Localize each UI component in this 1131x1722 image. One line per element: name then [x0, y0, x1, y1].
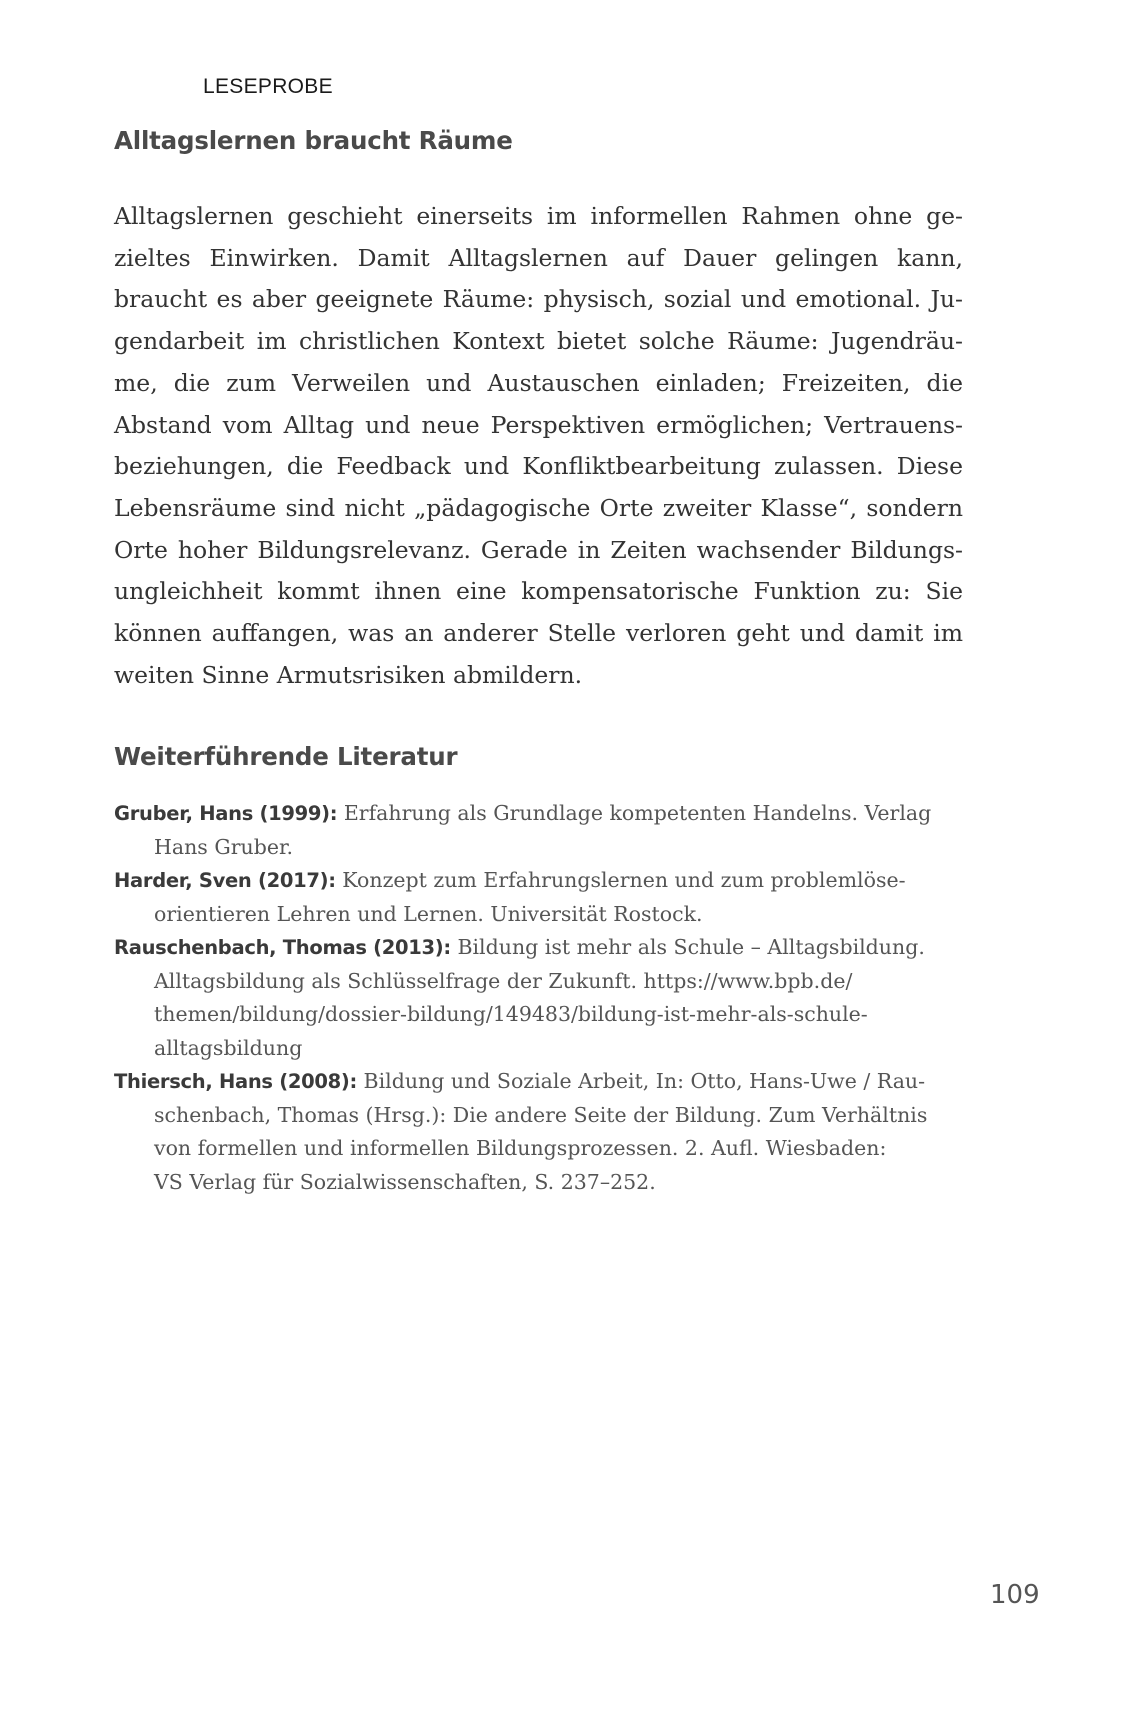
body-line: Abstand vom Alltag und neue Perspektiven ermöglichen; Vertrauens-: [114, 410, 963, 439]
body-line: können auffangen, was an anderer Stelle verloren geht und damit im: [114, 619, 963, 648]
reference-text: Erfahrung als Grundlage kompetenten Handelns. Verlag: [337, 801, 932, 825]
reference-continuation: schenbach, Thomas (Hrsg.): Die andere Seite der Bildung. Zum Verhältnis: [154, 1102, 928, 1127]
body-line: gendarbeit im christlichen Kontext bietet solche Räume: Jugendräu-: [114, 327, 963, 356]
body-line: Lebensräume sind nicht „pädagogische Orte zweiter Klasse“, sondern: [114, 493, 963, 522]
reference-entry: [114, 864, 974, 931]
reference-continuation: VS Verlag für Sozialwissenschaften, S. 237–252.: [154, 1169, 656, 1194]
reference-first-line: [114, 1065, 974, 1099]
page-number: 109: [990, 1580, 1040, 1610]
body-line: weiten Sinne Armutsrisiken abmildern.: [114, 660, 583, 689]
reference-entry: [114, 1065, 974, 1199]
reference-text: Konzept zum Erfahrungslernen und zum problemlöse-: [335, 868, 906, 892]
reference-continuation: orientieren Lehren und Lernen. Universität Rostock.: [154, 901, 703, 926]
reference-list: [114, 797, 974, 1199]
body-line: braucht es aber geeignete Räume: physisch, sozial und emotional. Ju-: [114, 285, 963, 314]
reference-text: Bildung ist mehr als Schule – Alltagsbildung.: [450, 935, 925, 959]
reference-entry: [114, 797, 974, 864]
reference-continuation: alltagsbildung: [154, 1035, 303, 1060]
reference-entry: [114, 931, 974, 1065]
reference-text: Bildung und Soziale Arbeit, In: Otto, Hans-Uwe / Rau-: [357, 1069, 926, 1093]
body-line: ungleichheit kommt ihnen eine kompensatorische Funktion zu: Sie: [114, 577, 963, 606]
reference-continuation: von formellen und informellen Bildungsprozessen. 2. Aufl. Wiesbaden:: [154, 1136, 887, 1160]
reference-author: Harder, Sven (2017):: [114, 869, 336, 892]
reference-continuation: themen/bildung/dossier-bildung/149483/bildung-ist-mehr-als-schule-: [154, 1002, 868, 1026]
reference-continuation: Alltagsbildung als Schlüsselfrage der Zukunft. https://www.bpb.de/: [154, 968, 853, 993]
reference-author: Rauschenbach, Thomas (2013):: [114, 936, 451, 959]
reference-first-line: [114, 797, 974, 831]
reference-first-line: [114, 864, 974, 898]
reference-author: Gruber, Hans (1999):: [114, 802, 338, 825]
body-line: zieltes Einwirken. Damit Alltagslernen auf Dauer gelingen kann,: [114, 243, 963, 272]
body-line: me, die zum Verweilen und Austauschen einladen; Freizeiten, die: [114, 368, 963, 397]
section-heading-alltagslernen: Alltagslernen braucht Räume: [114, 126, 513, 155]
body-line: Orte hoher Bildungsrelevanz. Gerade in Zeiten wachsender Bildungs-: [114, 535, 963, 564]
body-line: Alltagslernen geschieht einerseits im informellen Rahmen ohne ge-: [114, 202, 963, 230]
body-paragraph: [114, 196, 963, 696]
reference-first-line: [114, 931, 974, 965]
body-line: beziehungen, die Feedback und Konfliktbearbeitung zulassen. Diese: [114, 452, 963, 481]
running-head: LESEPROBE: [203, 75, 333, 98]
section-heading-literatur: Weiterführende Literatur: [114, 742, 458, 771]
reference-author: Thiersch, Hans (2008):: [114, 1070, 358, 1093]
reference-continuation: Hans Gruber.: [154, 834, 294, 859]
